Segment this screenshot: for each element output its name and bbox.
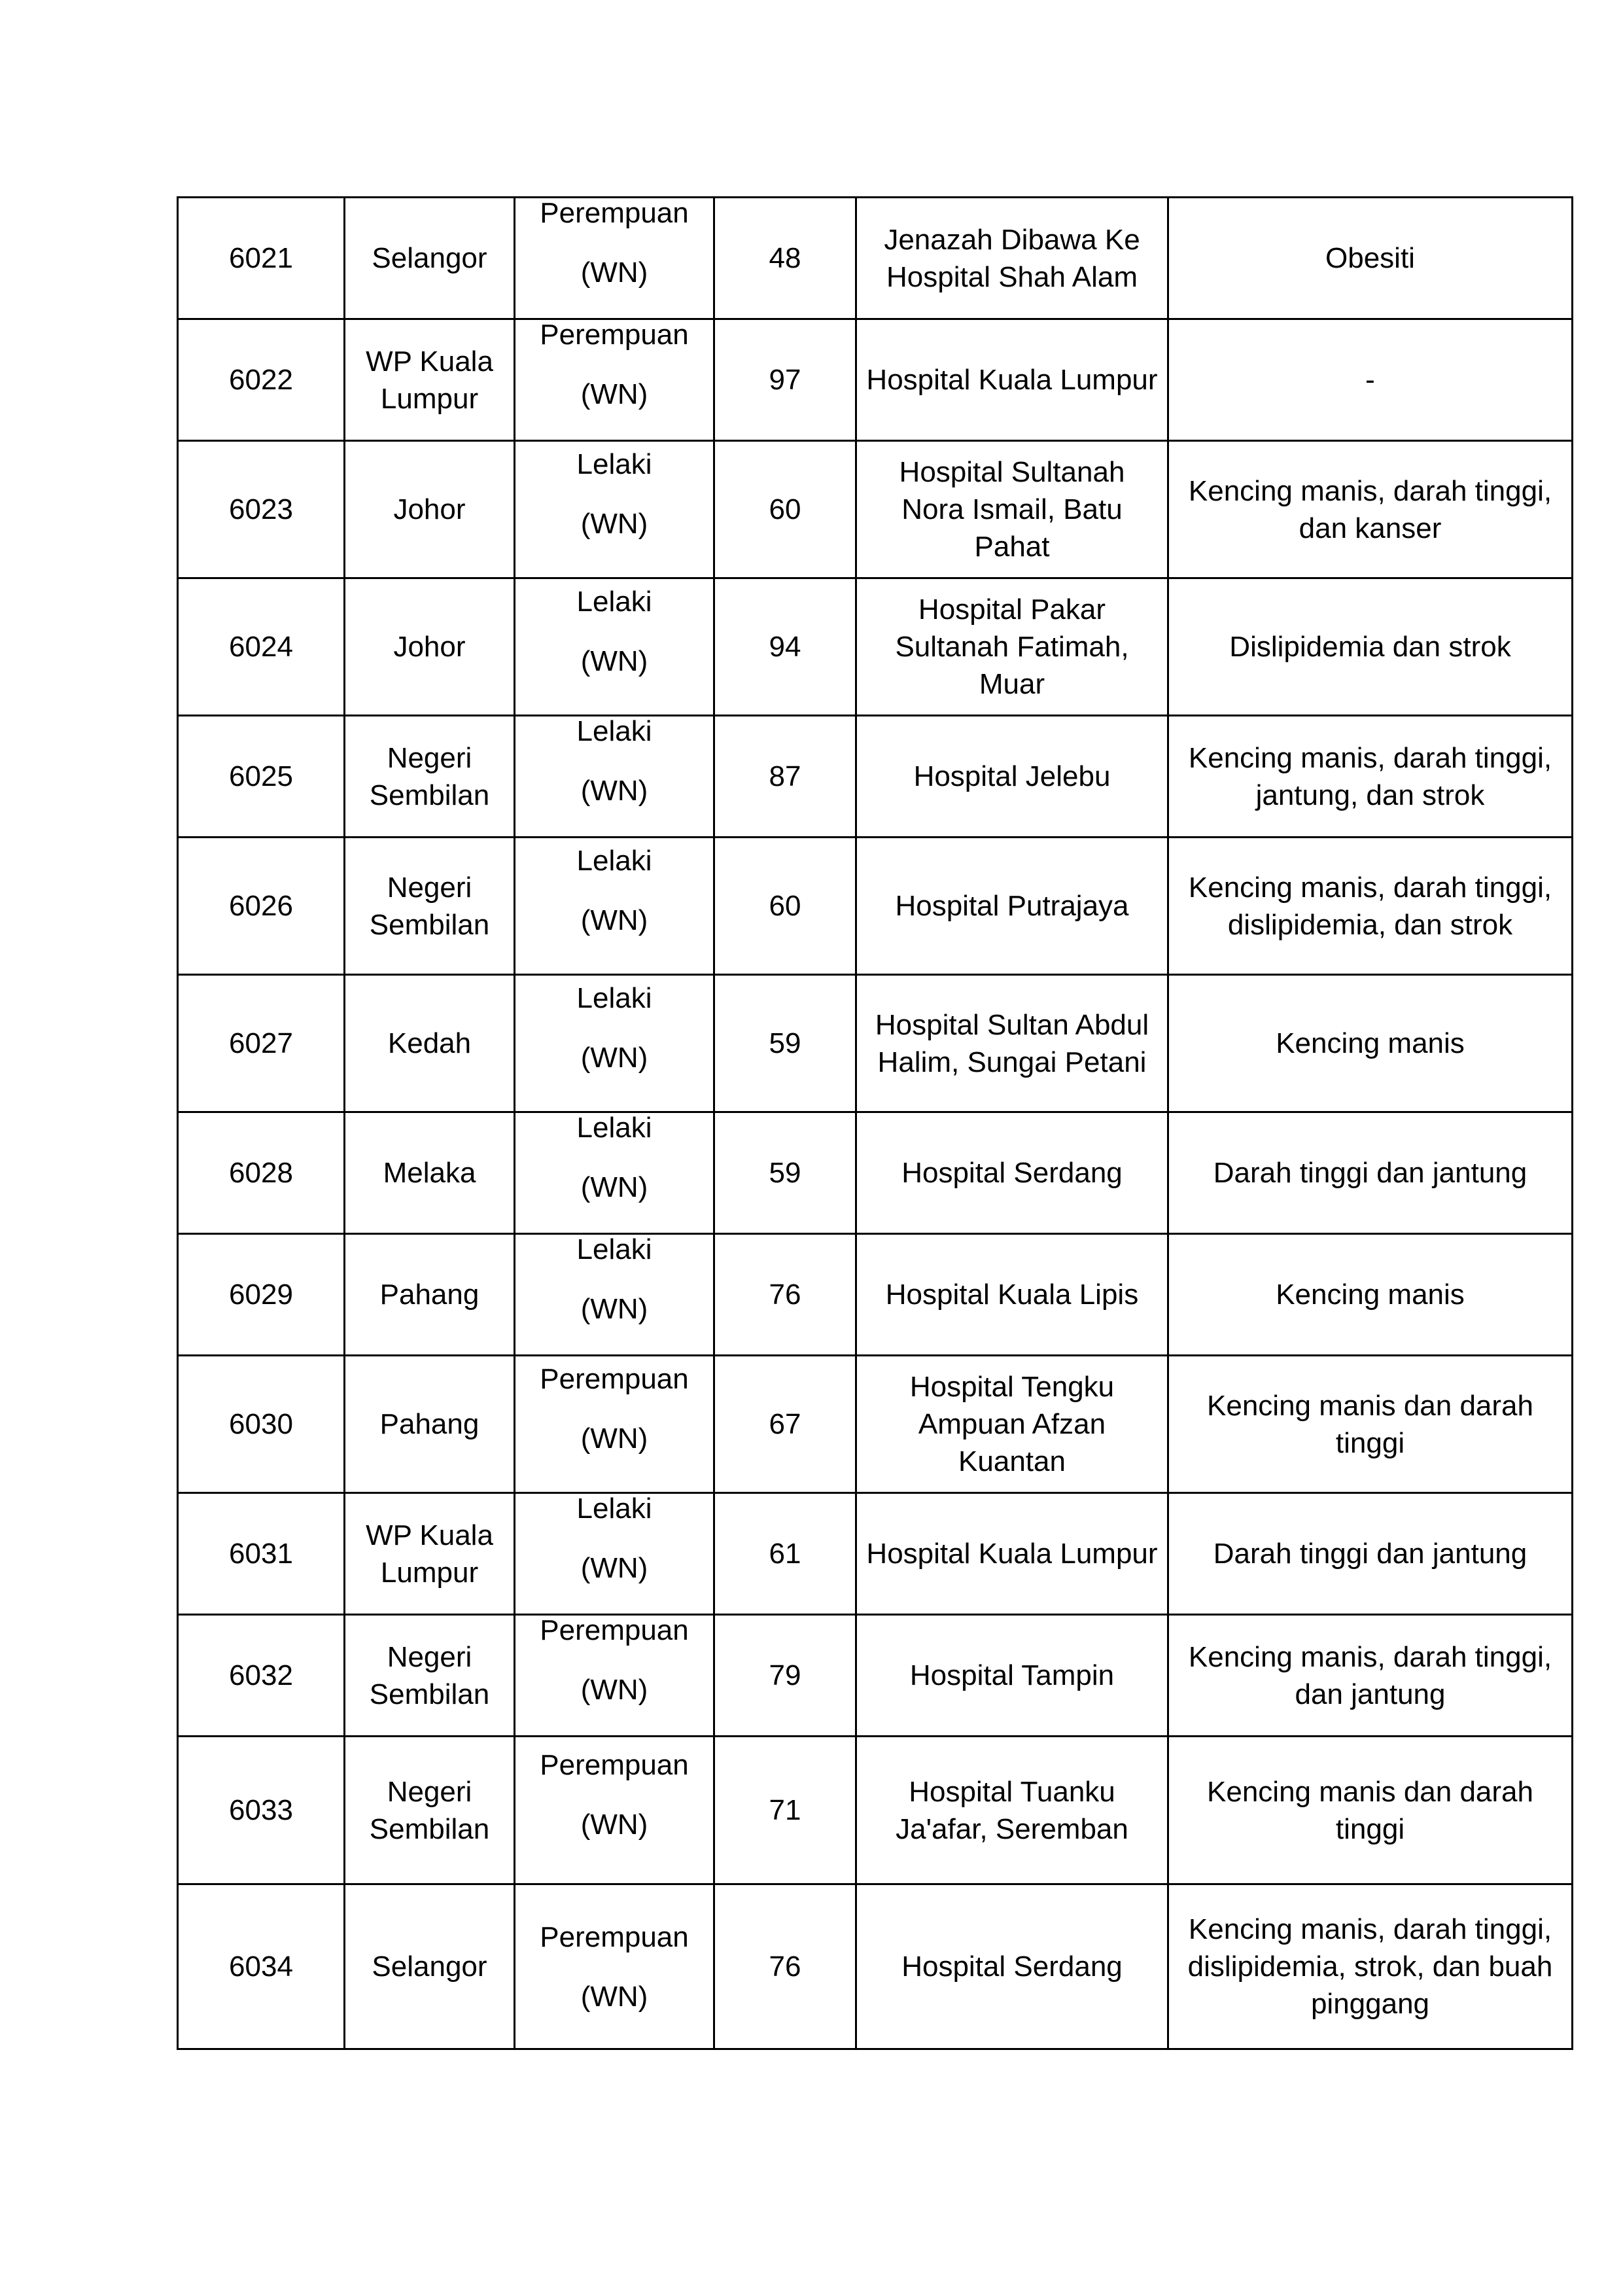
age-cell: 60 (714, 838, 856, 975)
age-cell: 76 (714, 1884, 856, 2049)
case-number-cell: 6021 (178, 198, 345, 319)
comorbidity-cell: Kencing manis dan darah tinggi (1168, 1737, 1573, 1884)
comorbidity-cell: - (1168, 319, 1573, 441)
table-row (178, 578, 1573, 716)
location-cell: Jenazah Dibawa Ke Hospital Shah Alam (856, 198, 1168, 319)
case-number-cell: 6032 (178, 1615, 345, 1737)
citizenship-label: (WN) (580, 1171, 648, 1203)
case-number-cell: 6029 (178, 1234, 345, 1356)
comorbidity-cell: Darah tinggi dan jantung (1168, 1493, 1573, 1615)
state-cell: WP Kuala Lumpur (345, 319, 515, 441)
location-cell: Hospital Serdang (856, 1112, 1168, 1234)
gender-label: Perempuan (540, 1920, 689, 1953)
table-row (178, 1493, 1573, 1615)
gender-label: Lelaki (576, 844, 652, 877)
location-cell: Hospital Tuanku Ja'afar, Seremban (856, 1737, 1168, 1884)
table-row (178, 1356, 1573, 1493)
gender-cell (515, 975, 714, 1112)
comorbidity-cell: Kencing manis, darah tinggi, dislipidemia, strok, dan buah pinggang (1168, 1884, 1573, 2049)
gender-label: Lelaki (576, 981, 652, 1014)
table-row (178, 1234, 1573, 1356)
citizenship-label: (WN) (580, 1551, 648, 1584)
table-row (178, 975, 1573, 1112)
comorbidity-cell: Kencing manis dan darah tinggi (1168, 1356, 1573, 1493)
age-cell: 94 (714, 578, 856, 716)
comorbidity-cell: Kencing manis, darah tinggi, dislipidemia, dan strok (1168, 838, 1573, 975)
location-cell: Hospital Serdang (856, 1884, 1168, 2049)
citizenship-label: (WN) (580, 1673, 648, 1706)
gender-cell (515, 1234, 714, 1356)
state-cell: Negeri Sembilan (345, 716, 515, 838)
citizenship-label: (WN) (580, 1422, 648, 1455)
location-cell: Hospital Tampin (856, 1615, 1168, 1737)
gender-label: Lelaki (576, 1492, 652, 1525)
citizenship-label: (WN) (580, 774, 648, 807)
table-row (178, 198, 1573, 319)
case-number-cell: 6028 (178, 1112, 345, 1234)
comorbidity-cell: Kencing manis (1168, 1234, 1573, 1356)
state-cell: Negeri Sembilan (345, 1615, 515, 1737)
case-number-cell: 6030 (178, 1356, 345, 1493)
age-cell: 76 (714, 1234, 856, 1356)
location-cell: Hospital Kuala Lipis (856, 1234, 1168, 1356)
table-row (178, 1615, 1573, 1737)
location-cell: Hospital Sultanah Nora Ismail, Batu Pahat (856, 441, 1168, 578)
state-cell: Negeri Sembilan (345, 1737, 515, 1884)
citizenship-label: (WN) (580, 1041, 648, 1074)
state-cell: Negeri Sembilan (345, 838, 515, 975)
age-cell: 97 (714, 319, 856, 441)
location-cell: Hospital Putrajaya (856, 838, 1168, 975)
comorbidity-cell: Kencing manis (1168, 975, 1573, 1112)
gender-label: Perempuan (540, 196, 689, 229)
comorbidity-cell: Darah tinggi dan jantung (1168, 1112, 1573, 1234)
case-number-cell: 6026 (178, 838, 345, 975)
gender-cell (515, 578, 714, 716)
age-cell: 59 (714, 975, 856, 1112)
state-cell: Johor (345, 441, 515, 578)
gender-label: Lelaki (576, 715, 652, 747)
gender-cell (515, 716, 714, 838)
gender-cell (515, 198, 714, 319)
state-cell: Pahang (345, 1234, 515, 1356)
gender-cell (515, 319, 714, 441)
case-number-cell: 6033 (178, 1737, 345, 1884)
location-cell: Hospital Sultan Abdul Halim, Sungai Petani (856, 975, 1168, 1112)
citizenship-label: (WN) (580, 1808, 648, 1841)
death-cases-table (177, 196, 1573, 2050)
gender-cell (515, 1737, 714, 1884)
state-cell: Selangor (345, 1884, 515, 2049)
comorbidity-cell: Dislipidemia dan strok (1168, 578, 1573, 716)
age-cell: 48 (714, 198, 856, 319)
location-cell: Hospital Kuala Lumpur (856, 1493, 1168, 1615)
location-cell: Hospital Kuala Lumpur (856, 319, 1168, 441)
state-cell: Kedah (345, 975, 515, 1112)
age-cell: 67 (714, 1356, 856, 1493)
case-number-cell: 6025 (178, 716, 345, 838)
age-cell: 79 (714, 1615, 856, 1737)
comorbidity-cell: Kencing manis, darah tinggi, dan kanser (1168, 441, 1573, 578)
state-cell: WP Kuala Lumpur (345, 1493, 515, 1615)
table-row (178, 716, 1573, 838)
age-cell: 71 (714, 1737, 856, 1884)
age-cell: 87 (714, 716, 856, 838)
case-number-cell: 6022 (178, 319, 345, 441)
citizenship-label: (WN) (580, 378, 648, 410)
table-row (178, 1112, 1573, 1234)
state-cell: Selangor (345, 198, 515, 319)
gender-cell (515, 838, 714, 975)
table-row (178, 319, 1573, 441)
gender-cell (515, 1493, 714, 1615)
case-number-cell: 6031 (178, 1493, 345, 1615)
state-cell: Melaka (345, 1112, 515, 1234)
citizenship-label: (WN) (580, 507, 648, 540)
citizenship-label: (WN) (580, 645, 648, 677)
gender-label: Lelaki (576, 1233, 652, 1265)
gender-label: Perempuan (540, 1614, 689, 1646)
case-number-cell: 6023 (178, 441, 345, 578)
gender-label: Perempuan (540, 1362, 689, 1395)
table-row (178, 1737, 1573, 1884)
gender-label: Perempuan (540, 1748, 689, 1781)
citizenship-label: (WN) (580, 1292, 648, 1325)
gender-label: Lelaki (576, 585, 652, 618)
case-number-cell: 6027 (178, 975, 345, 1112)
gender-label: Lelaki (576, 448, 652, 480)
location-cell: Hospital Jelebu (856, 716, 1168, 838)
age-cell: 61 (714, 1493, 856, 1615)
gender-cell (515, 1615, 714, 1737)
gender-label: Perempuan (540, 318, 689, 351)
gender-cell (515, 1112, 714, 1234)
citizenship-label: (WN) (580, 1980, 648, 2013)
gender-label: Lelaki (576, 1111, 652, 1144)
age-cell: 59 (714, 1112, 856, 1234)
comorbidity-cell: Obesiti (1168, 198, 1573, 319)
citizenship-label: (WN) (580, 256, 648, 289)
table-row (178, 838, 1573, 975)
state-cell: Johor (345, 578, 515, 716)
state-cell: Pahang (345, 1356, 515, 1493)
case-number-cell: 6034 (178, 1884, 345, 2049)
location-cell: Hospital Pakar Sultanah Fatimah, Muar (856, 578, 1168, 716)
table-row (178, 1884, 1573, 2049)
gender-cell (515, 1356, 714, 1493)
table-body (178, 198, 1573, 2049)
location-cell: Hospital Tengku Ampuan Afzan Kuantan (856, 1356, 1168, 1493)
document-page (177, 196, 1573, 2050)
table-row (178, 441, 1573, 578)
citizenship-label: (WN) (580, 904, 648, 936)
gender-cell (515, 1884, 714, 2049)
age-cell: 60 (714, 441, 856, 578)
gender-cell (515, 441, 714, 578)
comorbidity-cell: Kencing manis, darah tinggi, dan jantung (1168, 1615, 1573, 1737)
comorbidity-cell: Kencing manis, darah tinggi, jantung, dan strok (1168, 716, 1573, 838)
case-number-cell: 6024 (178, 578, 345, 716)
